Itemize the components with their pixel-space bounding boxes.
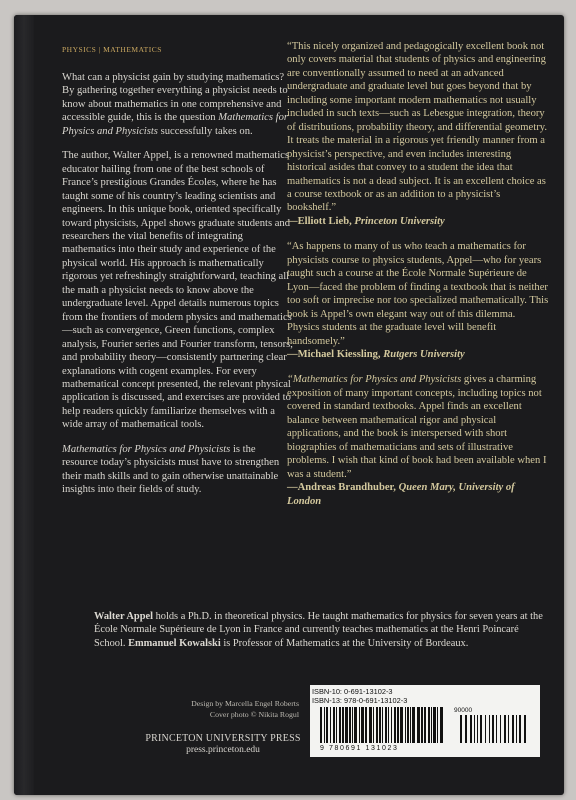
blurb-paragraph-2: The author, Walter Appel, is a renowned mathematics educator hailing from one of the best schools of France’s prestigious Grandes Écoles, where he has taught some of his country’s leading scientists and engineers. In this unique book, oriented specifically toward physicists, Appel shows graduate students and researchers the vital benefits of integrating mathematics into their study and experience of the physical world. His approach is mathematically rigorous yet refreshingly straightforward, teaching all the math a physicist needs to know above the undergraduate level. Appel details numerous topics from the frontiers of modern physics and mathematics—such as convergence, Green functions, complex analysis, Fourier series and Fourier transform, tensors, and probability theory—consistently partnering clear explanations with cogent examples. For every mathematical concept presented, the relevant physical application is discussed, and exercises are provided to help readers quickly familiarize themselves with a wide array of mathematical tools. bbox=[62, 150, 293, 431]
blurb-paragraph-1: What can a physicist gain by studying mathematics? By gathering together everything a physicist needs to know about mathematics in one comprehensive and accessible guide, this is the question Mathematics for Physics and Physicists successfully takes on. bbox=[62, 72, 288, 137]
author-name: Walter Appel bbox=[94, 611, 153, 622]
book-back-cover bbox=[14, 15, 564, 795]
book-title-italic: Mathematics for Physics and Physicists bbox=[62, 112, 288, 137]
price-addon-code: 90000 bbox=[454, 707, 473, 714]
design-credit: Design by Marcella Engel Roberts bbox=[191, 699, 299, 708]
design-credits bbox=[159, 698, 299, 720]
quote-text: “This nicely organized and pedagogically excellent book not only covers material that students of physics and engineering are conventionally assumed to need at an advanced undergraduate and graduate level but goes beyond that by including some important modern mathematics not usually included in such texts—such as Lebesgue integration, theory of distributions, probability theory, and differential geometry. It treats the material in a rigorous yet friendly manner from a physicist’s perspective, and even includes interesting historical asides that convey to a student the idea that mathematics is not a dead subject. It is an excellent choice as a course textbook or as an addition to a physicist’s bookshelf.” bbox=[287, 41, 547, 214]
publisher-block bbox=[133, 733, 313, 755]
ean-digits: 9 780691 131023 bbox=[320, 745, 399, 752]
endorsements-column bbox=[287, 40, 549, 520]
publisher-name: PRINCETON UNIVERSITY PRESS bbox=[145, 733, 301, 744]
blurb-paragraph-3: Mathematics for Physics and Physicists is the resource today’s physicists must have to strengthen their math skills and to gain otherwise unattainable insights into their fields of study. bbox=[62, 443, 280, 496]
publisher-url: press.princeton.edu bbox=[186, 745, 260, 755]
author-name: Emmanuel Kowalski bbox=[128, 637, 221, 649]
author-bio: Walter Appel holds a Ph.D. in theoretical physics. He taught mathematics for physics for seven years at the École Normale Supérieure de Lyon in France and currently teaches mathematics at the Henri Poincaré School. Emmanuel Kowalski is Professor of Mathematics at the University of Bordeaux. bbox=[94, 611, 543, 649]
blurb-column bbox=[62, 71, 294, 508]
subject-overline: PHYSICS | MATHEMATICS bbox=[62, 45, 162, 54]
quote-attribution: —Elliott Lieb, Princeton University bbox=[287, 215, 445, 227]
endorsement-kiessling bbox=[287, 240, 549, 361]
barcode-bars bbox=[320, 707, 530, 745]
isbn13-text: ISBN-13: 978-0-691-13102-3 bbox=[312, 696, 408, 705]
spine-hinge bbox=[14, 15, 34, 795]
photo-credit: Cover photo © Nikita Rogul bbox=[209, 710, 299, 719]
book-title-italic: Mathematics for Physics and Physicists bbox=[62, 443, 231, 455]
endorsement-brandhuber bbox=[287, 373, 549, 508]
barcode-panel bbox=[310, 685, 540, 757]
book-title-italic: “Mathematics for Physics and Physicists bbox=[287, 374, 462, 386]
isbn10-text: ISBN-10: 0-691-13102-3 bbox=[312, 687, 393, 696]
quote-attribution: —Michael Kiessling, Rutgers University bbox=[287, 348, 465, 360]
quote-text: gives a charming exposition of many important concepts, including topics not covered in standard textbooks. Appel finds an excellent balance between mathematical rigor and physical applications, and the book is interspersed with short biographies of mathematicians and sets of illustrative problems. I wish that kind of book had been available when I was a student.” bbox=[287, 374, 547, 480]
endorsement-lieb bbox=[287, 40, 549, 228]
quote-attribution: —Andreas Brandhuber, Queen Mary, University of London bbox=[287, 482, 515, 507]
quote-text: “As happens to many of us who teach a mathematics for physicists course to physics students, Appel—who for years taught such a course at the École Normale Supérieure de Lyon—faced the problem of finding a textbook that is neither too soft or imprecise nor too specialized mathematically. This book is Appel’s own elegant way out of this dilemma. Physics students at the graduate level will benefit handsomely.” bbox=[287, 241, 549, 347]
